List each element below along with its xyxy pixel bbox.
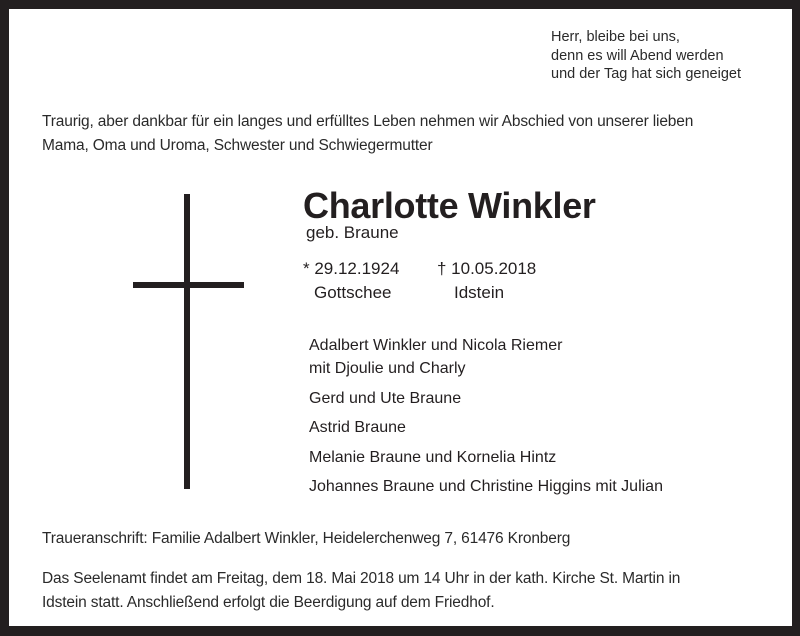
service-line: Idstein statt. Anschließend erfolgt die Beerdigung auf dem Friedhof. [42, 594, 495, 611]
intro-text [42, 110, 693, 158]
deceased-name: Charlotte Winkler [303, 185, 596, 226]
verse-quote [551, 28, 741, 84]
survivor-line: mit Djoulie und Charly [309, 360, 466, 377]
survivor-group [309, 416, 663, 439]
verse-line: Herr, bleibe bei uns, [551, 29, 680, 45]
cross-horizontal-bar [133, 282, 244, 288]
survivor-line: Johannes Braune und Christine Higgins mit Julian [309, 478, 663, 495]
mourning-address: Traueranschrift: Familie Adalbert Winkler, Heidelerchenweg 7, 61476 Kronberg [42, 530, 571, 547]
intro-line: Mama, Oma und Uroma, Schwester und Schwiegermutter [42, 137, 433, 154]
maiden-name: geb. Braune [306, 223, 399, 242]
survivor-line: Gerd und Ute Braune [309, 389, 462, 407]
survivor-line: Melanie Braune und Kornelia Hintz [309, 448, 557, 466]
service-info [42, 567, 680, 615]
survivor-group [309, 334, 663, 380]
survivors-list [309, 334, 663, 505]
intro-line: Traurig, aber dankbar für ein langes und erfülltes Leben nehmen wir Abschied von unserer lieben [42, 113, 694, 130]
death-date: † 10.05.2018 [437, 259, 537, 278]
birth-place: Gottschee [314, 283, 392, 302]
survivor-group [309, 446, 663, 469]
survivor-group [309, 475, 663, 498]
verse-line: und der Tag hat sich geneiget [551, 66, 741, 82]
survivor-group [309, 387, 663, 410]
obituary-card [9, 9, 792, 626]
survivor-line: Astrid Braune [309, 419, 406, 436]
death-place: Idstein [454, 283, 505, 302]
birth-date: * 29.12.1924 [303, 259, 400, 278]
cross-vertical-bar [184, 194, 190, 489]
survivor-line: Adalbert Winkler und Nicola Riemer [309, 337, 563, 354]
service-line: Das Seelenamt findet am Freitag, dem 18. Mai 2018 um 14 Uhr in der kath. Kirche St. Martin in [42, 570, 681, 587]
verse-line: denn es will Abend werden [551, 47, 724, 64]
